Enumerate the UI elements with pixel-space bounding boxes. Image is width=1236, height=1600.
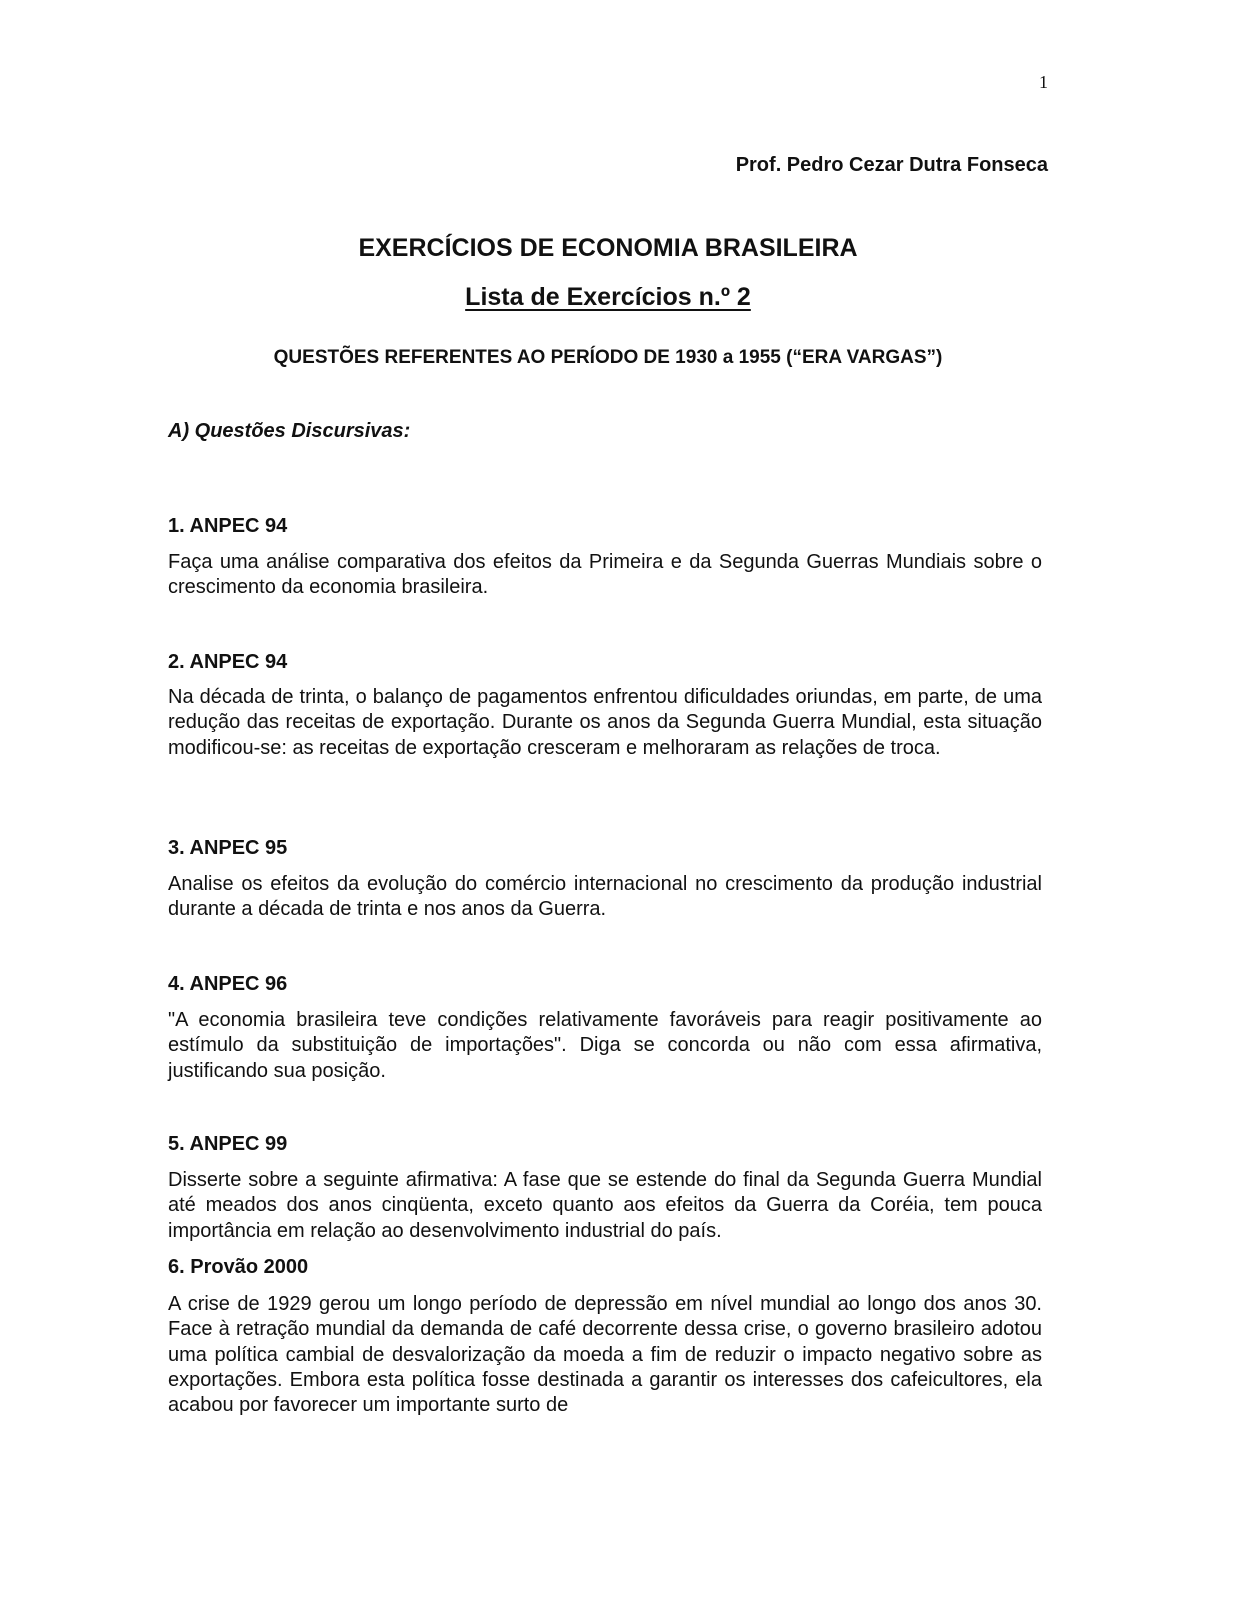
document-title: EXERCÍCIOS DE ECONOMIA BRASILEIRA xyxy=(358,234,858,262)
question-6-heading: 6. Provão 2000 xyxy=(168,1256,309,1278)
question-1-heading: 1. ANPEC 94 xyxy=(168,515,288,537)
section-heading: A) Questões Discursivas: xyxy=(168,420,411,442)
question-5-heading: 5. ANPEC 99 xyxy=(168,1133,288,1155)
page-number: 1 xyxy=(1039,72,1048,92)
question-3-heading: 3. ANPEC 95 xyxy=(168,837,288,859)
question-4-text: "A economia brasileira teve condições relativamente favoráveis para reagir positivamente ao estímulo da substituição de importações". Diga se concorda ou não com essa afirmativa, justificando sua posição. xyxy=(168,1009,1042,1082)
question-5-text: Disserte sobre a seguinte afirmativa: A fase que se estende do final da Segunda Guerra Mundial até meados dos anos cinqüenta, exceto quanto aos efeitos da Guerra da Coréia, tem pouca importância em relação ao desenvolvimento industrial do país. xyxy=(168,1169,1042,1242)
question-2-heading: 2. ANPEC 94 xyxy=(168,651,288,673)
author-name: Prof. Pedro Cezar Dutra Fonseca xyxy=(735,154,1048,176)
question-4-heading: 4. ANPEC 96 xyxy=(168,973,288,995)
question-1-text: Faça uma análise comparativa dos efeitos da Primeira e da Segunda Guerras Mundiais sobre o crescimento da economia brasileira. xyxy=(168,551,1042,599)
period-heading: QUESTÕES REFERENTES AO PERÍODO DE 1930 a 1955 (“ERA VARGAS”) xyxy=(273,347,943,368)
question-6-text: A crise de 1929 gerou um longo período de depressão em nível mundial ao longo dos anos 30. Face à retração mundial da demanda de café decorrente dessa crise, o governo brasileiro adotou uma política cambial de desvalorização da moeda a fim de reduzir o impacto negativo sobre as exportações. Embora esta política fosse destinada a garantir os interesses dos cafeicultores, ela acabou por favorecer um importante surto de xyxy=(168,1293,1042,1417)
question-2-text: Na década de trinta, o balanço de pagamentos enfrentou dificuldades oriundas, em parte, de uma redução das receitas de exportação. Durante os anos da Segunda Guerra Mundial, esta situação modificou-se: as receitas de exportação cresceram e melhoraram as relações de troca. xyxy=(168,686,1042,759)
document-subtitle: Lista de Exercícios n.º 2 xyxy=(465,283,751,311)
question-3-text: Analise os efeitos da evolução do comércio internacional no crescimento da produção industrial durante a década de trinta e nos anos da Guerra. xyxy=(168,873,1042,921)
